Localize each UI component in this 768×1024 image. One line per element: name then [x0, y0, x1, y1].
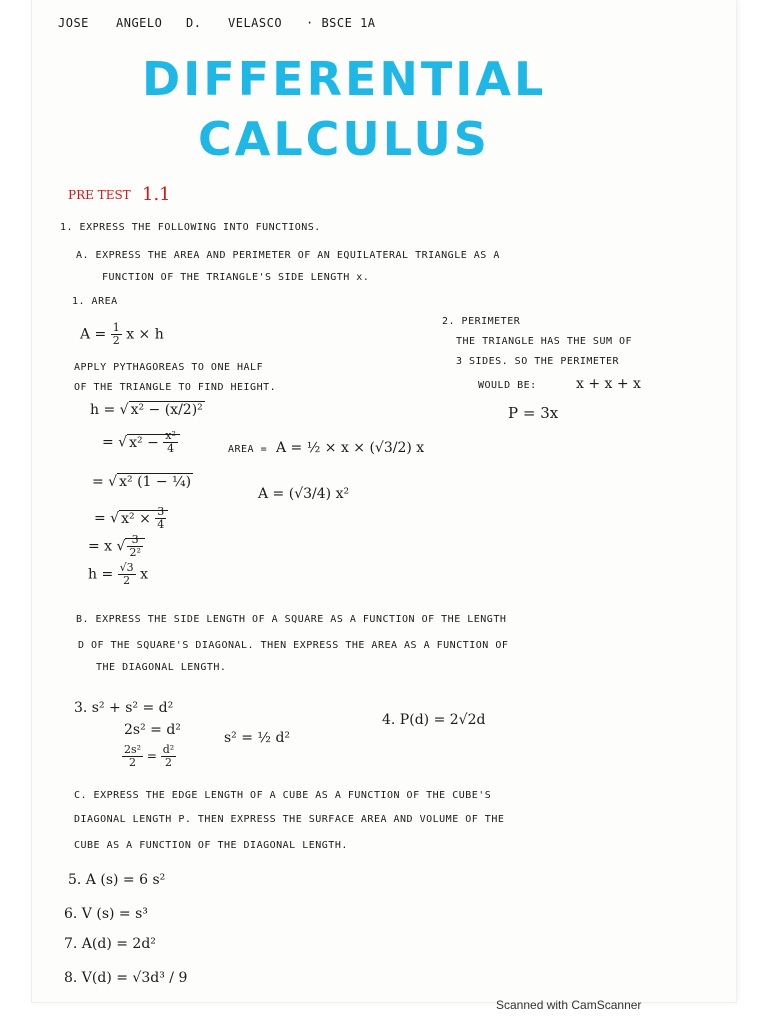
- course-section: · BSCE 1A: [306, 16, 376, 30]
- perimeter-line-2: 3 SIDES. SO THE PERIMETER: [456, 356, 620, 367]
- pretest-label: PRE TEST: [68, 188, 131, 202]
- scanner-watermark: Scanned with CamScanner: [496, 998, 642, 1012]
- qb-step-3a: 3. s² + s² = d²: [74, 700, 174, 716]
- qb-line-2: D OF THE SQUARE'S DIAGONAL. THEN EXPRESS THE AREA AS A FUNCTION OF: [78, 640, 509, 651]
- qb-step-4: 4. P(d) = 2√2d: [382, 712, 486, 728]
- qb-step-3b: 2s² = d²: [124, 722, 181, 738]
- area-formula-label: AREA =: [228, 444, 268, 455]
- qb-step-3c: s² = ½ d²: [224, 730, 291, 746]
- title-line-1: DIFFERENTIAL: [142, 52, 547, 106]
- height-step-6: h = $\frac{√3}{2}$ x: [88, 561, 149, 587]
- qc-line-1: C. EXPRESS THE EDGE LENGTH OF A CUBE AS A FUNCTION OF THE CUBE'S: [74, 790, 492, 801]
- height-step-3: = √ x² (1 − ¼): [92, 474, 192, 490]
- area-final: A = (√3/4) x²: [258, 486, 350, 502]
- area-label: 1. AREA: [72, 296, 118, 307]
- qc-step-6: 6. V (s) = s³: [64, 906, 148, 922]
- height-step-2: = √ x² − $\frac{\text{x²}}{4}$: [102, 430, 180, 455]
- qc-step-5: 5. A (s) = 6 s²: [68, 872, 166, 888]
- area-formula: A = ½ × x × (√3/2) x: [276, 440, 425, 456]
- student-last-name: VELASCO: [228, 16, 283, 30]
- pythagoras-line-2: OF THE TRIANGLE TO FIND HEIGHT.: [74, 382, 277, 393]
- qb-step-3-fraction: $\frac{\text{2s²}}{2}$ = $\frac{\text{d²}}{2}$: [124, 743, 175, 769]
- q1a-line-1: A. EXPRESS THE AREA AND PERIMETER OF AN EQUILATERAL TRIANGLE AS A: [76, 250, 500, 261]
- student-initial: D.: [186, 16, 202, 30]
- perimeter-line-3: WOULD BE:: [478, 380, 537, 391]
- area-equation: A = $\frac{1}{2}$ x × h: [80, 321, 164, 347]
- height-step-5: = x √ $\frac{3}{\text{2²}}$: [88, 534, 145, 559]
- height-step-1: h = √ x² − (x/2)²: [90, 402, 203, 418]
- qc-step-7: 7. A(d) = 2d²: [64, 936, 156, 952]
- qc-line-2: DIAGONAL LENGTH P. THEN EXPRESS THE SURFACE AREA AND VOLUME OF THE: [74, 814, 505, 825]
- perimeter-final: P = 3x: [508, 404, 559, 422]
- qc-line-3: CUBE AS A FUNCTION OF THE DIAGONAL LENGTH.: [74, 840, 348, 851]
- notebook-page: [32, 0, 736, 1002]
- q1a-line-2: FUNCTION OF THE TRIANGLE'S SIDE LENGTH x.: [102, 272, 370, 283]
- title-line-2: CALCULUS: [198, 112, 490, 166]
- pretest-number: 1.1: [142, 184, 171, 205]
- perimeter-line-1: THE TRIANGLE HAS THE SUM OF: [456, 336, 633, 347]
- qb-line-3: THE DIAGONAL LENGTH.: [96, 662, 227, 673]
- perimeter-label: 2. PERIMETER: [442, 316, 521, 327]
- student-middle-name: ANGELO: [116, 16, 163, 30]
- qc-step-8: 8. V(d) = √3d³ / 9: [64, 970, 188, 986]
- height-step-4: = √ x² × $\frac{3}{4}$: [94, 506, 168, 531]
- pythagoras-line-1: APPLY PYTHAGOREAS TO ONE HALF: [74, 362, 264, 373]
- q1-instruction: 1. EXPRESS THE FOLLOWING INTO FUNCTIONS.: [60, 222, 321, 233]
- student-first-name: JOSE: [58, 16, 89, 30]
- perimeter-sum: x + x + x: [576, 376, 641, 392]
- qb-line-1: B. EXPRESS THE SIDE LENGTH OF A SQUARE AS A FUNCTION OF THE LENGTH: [76, 614, 507, 625]
